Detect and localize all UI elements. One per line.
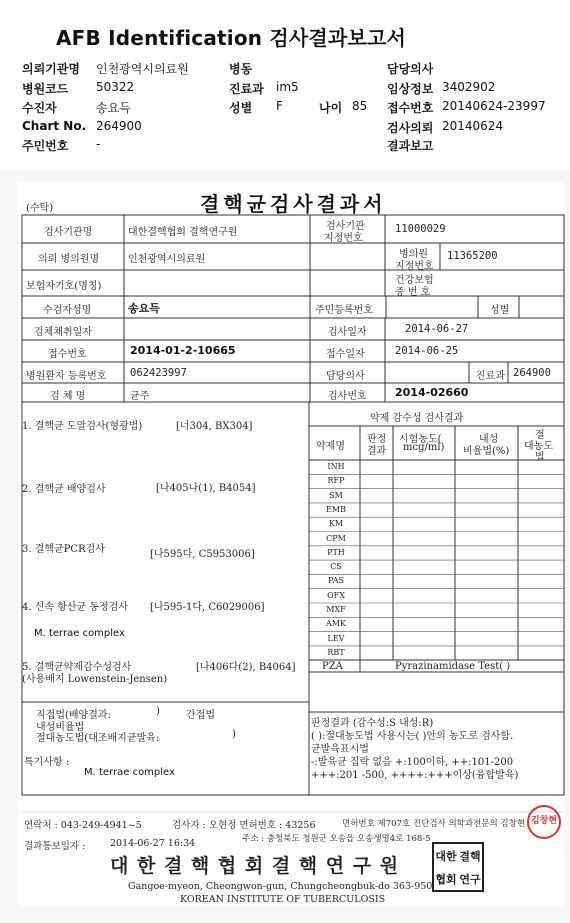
pza-label: PZA <box>322 661 343 672</box>
receipt-no-label: 접수번호 <box>387 101 434 115</box>
test-3-code: [나595다, C5953006] <box>150 549 255 560</box>
legend-line-4: -:발육균 집락 없음 +:100이하, ++:101-200 <box>311 757 514 768</box>
dst-drug-pth: PTH <box>327 547 345 557</box>
patient-reg-label: 병원환자 등록번호 <box>26 371 107 382</box>
form-sex-label: 성별 <box>490 305 510 316</box>
insurance-label-1: 건강보험 <box>395 275 434 286</box>
dst-drug-sm: SM <box>329 490 343 500</box>
resistance-ratio-label: 내성비율법 <box>36 722 85 733</box>
hospital-desig-label-1: 병의원 <box>399 249 428 260</box>
footer-examiner: 검사자 : 오현정 면허번호 : 43256 <box>172 820 316 831</box>
test-5-code: [나406다(2), B4064] <box>196 662 296 673</box>
dst-col-conc-2: mcg/ml) <box>403 442 445 453</box>
test-no-value: 2014-02660 <box>395 386 469 399</box>
seal-text-3: 협회 <box>435 872 457 886</box>
test-4-code: [나595-1다, C6029006] <box>150 602 265 613</box>
hospital-desig-label-2: 지정번호 <box>395 261 434 272</box>
hospital-code-value: 50322 <box>96 80 135 94</box>
report-date-label: 결과통보일자 : <box>24 841 86 852</box>
legend-line-1: 판정결과 (감수성:S 내성:R) <box>311 718 434 729</box>
hospital-desig-value: 11365200 <box>447 250 498 262</box>
form-doctor-label: 담당의사 <box>326 371 365 382</box>
dst-col-abs-3: 법 <box>535 452 545 463</box>
test-5-label: 5. 결핵균약제감수성검사 <box>22 662 132 673</box>
dst-drug-cs: CS <box>330 562 342 572</box>
test-agency-value: 대한결핵협회 결핵연구원 <box>128 227 238 238</box>
insurance-label-2: 증 번 호 <box>395 287 431 298</box>
accession-value: 2014-01-2-10665 <box>130 344 236 357</box>
hospital-code-label: 병원코드 <box>22 82 69 96</box>
doctor-label: 담당의사 <box>387 62 434 76</box>
medium-note: (사용배지 Lowenstein-Jensen) <box>22 674 168 685</box>
receipt-no-value: 20140624-23997 <box>442 99 546 113</box>
test-1-code: [너304, BX304] <box>176 421 253 432</box>
hospital-value: 인천광역시의료원 <box>128 254 206 265</box>
chart-no-label: Chart No. <box>22 119 87 133</box>
direct-method-close: ) <box>156 706 160 717</box>
footer-license: 면허번호 제707호 진단검사 의학과전문의 김창현 <box>342 819 526 829</box>
dst-drug-lev: LEV <box>327 633 345 643</box>
clinical-info-value: 3402902 <box>442 80 496 94</box>
absolute-conc-label: 절대농도법(대조배지균발육: <box>36 733 160 744</box>
pza-desc: Pyrazinamidase Test( ) <box>395 661 511 672</box>
insurer-label: 보험자기호(명칭) <box>26 281 102 292</box>
sex-label: 성별 <box>229 101 253 115</box>
dept-label: 진료과 <box>476 371 505 382</box>
test-2-label: 2. 결핵균 배양검사 <box>22 484 106 495</box>
requesting-org-label: 의뢰기관명 <box>22 62 80 76</box>
dst-title: 약제 감수성 검사결과 <box>370 413 464 424</box>
seal-text-4: 연구 <box>459 872 481 886</box>
result-report-label: 결과보고 <box>387 139 434 153</box>
specimen-label: 검 체 명 <box>50 391 86 402</box>
resident-no-label: 주민번호 <box>22 139 69 153</box>
dst-drug-ofx: OFX <box>327 590 345 600</box>
hospital-label: 의뢰 병의원명 <box>38 254 100 265</box>
dept-value: 264900 <box>513 367 551 379</box>
dst-col-abs-2: 대농도 <box>524 441 553 452</box>
patient-reg-value: 062423997 <box>130 367 187 379</box>
footer-address: 주소 : 충청북도 청원군 오송읍 오송생명4로 168-5 <box>242 834 431 844</box>
department-value: im5 <box>276 80 299 94</box>
dst-drug-inh: INH <box>327 462 345 471</box>
dst-drug-rbt: RBT <box>327 647 345 657</box>
seal-text-2: 결핵 <box>459 849 481 863</box>
test-no-label: 검사번호 <box>328 391 367 402</box>
test-3-label: 3. 결핵균PCR검사 <box>22 544 105 555</box>
examinee-value: 송요득 <box>128 302 160 315</box>
report-title: AFB Identification 검사결과보고서 <box>56 26 407 50</box>
dst-drug-cpm: CPM <box>326 533 346 543</box>
designation-no-value: 11000029 <box>395 223 446 235</box>
legend-line-2: ( ):절대농도법 사용시는( )안의 농도로 검사함. <box>311 731 514 742</box>
accession-label: 접수번호 <box>48 349 87 360</box>
sex-value: F <box>276 99 283 113</box>
institute-name-kr: 대 한 결 핵 협 회 결 핵 연 구 원 <box>110 855 400 877</box>
legend-line-3: 균발육표시법 <box>311 744 369 755</box>
legend-line-5: +++:201 -500, ++++:+++이상(융합발육) <box>311 770 519 781</box>
specimen-value: 균주 <box>130 391 150 402</box>
test-4-label: 4. 신속 항산균 동정검사 <box>22 602 129 613</box>
doctor-stamp: 김창현 <box>527 805 561 839</box>
dst-col-ratio-2: 비율법(%) <box>463 446 510 457</box>
receipt-date-label: 접수일자 <box>326 349 365 360</box>
institute-seal <box>432 842 484 892</box>
receipt-date-value: 2014-06-25 <box>395 345 459 357</box>
seal-text-1: 대한 <box>435 849 457 863</box>
resident-no-value: - <box>96 137 101 151</box>
remarks-value: M. terrae complex <box>84 767 175 778</box>
test-request-value: 20140624 <box>442 119 504 133</box>
direct-method-label: 직접법(배양결과: <box>36 710 111 721</box>
department-label: 진료과 <box>229 82 264 96</box>
report-date-value: 2014-06-27 16:34 <box>110 838 196 849</box>
test-agency-label: 검사기관명 <box>44 227 93 238</box>
dst-col-ratio-1: 내성 <box>479 434 499 445</box>
age-label: 나이 <box>319 101 343 115</box>
address-en: Gangoe-myeon, Cheongwon-gun, Chungcheongbuk-do 363-950 <box>128 881 433 892</box>
dst-drug-emb: EMB <box>326 504 346 514</box>
clinical-info-label: 임상정보 <box>387 82 434 96</box>
receiver-value: 송요득 <box>96 101 131 115</box>
identification-result: M. terrae complex <box>34 628 125 639</box>
examinee-label: 수검자성명 <box>43 305 92 316</box>
dst-col-drug: 약제명 <box>316 441 345 452</box>
absolute-conc-close: ) <box>232 729 236 740</box>
chart-no-value: 264900 <box>96 119 142 133</box>
receiver-label: 수진자 <box>22 101 57 115</box>
institute-name-en: KOREAN INSTITUTE OF TUBERCULOSIS <box>180 894 386 905</box>
dst-drug-pas: PAS <box>328 576 344 586</box>
test-1-label: 1. 결핵균 도말검사(형광법) <box>22 421 143 432</box>
designation-no-label-1: 검사기관 <box>326 221 365 232</box>
age-value: 85 <box>352 99 368 113</box>
doc-type: (수탁) <box>26 203 54 214</box>
report-form-title: 결핵균검사결과서 <box>200 192 387 216</box>
dst-col-conc-1: 시험농도( <box>399 434 442 445</box>
designation-no-label-2: 지정번호 <box>324 233 363 244</box>
dst-col-result-2: 결과 <box>367 446 387 457</box>
collect-date-label: 검체채취일자 <box>34 327 92 338</box>
remarks-label: 특기사항 : <box>24 757 70 768</box>
requesting-org-value: 인천광역시의료원 <box>96 62 189 76</box>
dst-drug-amk: AMK <box>326 619 346 629</box>
dst-col-result-1: 판정 <box>367 434 387 445</box>
test-date-value: 2014-06-27 <box>405 323 469 335</box>
ward-label: 병동 <box>229 62 253 76</box>
footer-contact: 연락처 : 043-249-4941~5 <box>24 820 142 831</box>
dst-drug-mxf: MXF <box>326 605 346 614</box>
test-request-label: 검사의뢰 <box>387 121 434 135</box>
dst-col-abs-1: 절 <box>535 430 545 441</box>
dst-drug-rfp: RFP <box>327 476 345 486</box>
test-2-code: [나405나(1), B4054] <box>156 483 256 494</box>
test-date-label: 검사일자 <box>328 327 367 338</box>
resident-reg-label: 주민등록번호 <box>315 305 373 316</box>
indirect-method-label: 간접법 <box>186 710 215 721</box>
dst-drug-km: KM <box>328 519 344 529</box>
